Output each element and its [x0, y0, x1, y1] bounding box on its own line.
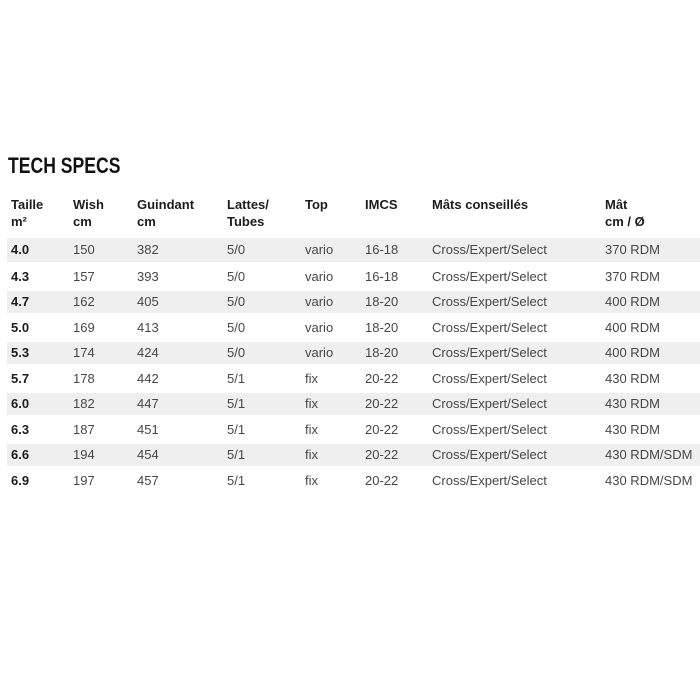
column-header-6	[428, 192, 601, 238]
table-cell: 157	[69, 264, 133, 290]
table-cell: 5/1	[223, 417, 301, 443]
table-cell: 5/1	[223, 442, 301, 468]
table-cell: 194	[69, 442, 133, 468]
table-cell: 400 RDM	[601, 340, 700, 366]
table-cell: Cross/Expert/Select	[428, 417, 601, 443]
table-cell: Cross/Expert/Select	[428, 442, 601, 468]
table-cell: fix	[301, 417, 361, 443]
column-header-4	[301, 192, 361, 238]
table-cell: 451	[133, 417, 223, 443]
table-cell: vario	[301, 340, 361, 366]
table-cell: 18-20	[361, 289, 428, 315]
table-row	[7, 289, 700, 315]
table-cell: vario	[301, 289, 361, 315]
table-cell: 16-18	[361, 238, 428, 264]
table-row	[7, 442, 700, 468]
table-cell: Cross/Expert/Select	[428, 391, 601, 417]
table-cell: 457	[133, 468, 223, 494]
column-header-0	[7, 192, 69, 238]
table-cell: fix	[301, 468, 361, 494]
table-cell: 6.9	[7, 468, 69, 494]
table-row	[7, 238, 700, 264]
table-row	[7, 340, 700, 366]
table-body	[7, 238, 700, 493]
table-cell: 405	[133, 289, 223, 315]
table-cell: 150	[69, 238, 133, 264]
table-cell: 5/0	[223, 315, 301, 341]
table-cell: 20-22	[361, 468, 428, 494]
table-cell: Cross/Expert/Select	[428, 315, 601, 341]
column-header-label: IMCS	[365, 197, 398, 212]
table-cell: 5/1	[223, 391, 301, 417]
column-header-label: Mât	[605, 197, 628, 212]
column-header-sublabel: cm	[73, 214, 92, 229]
table-cell: Cross/Expert/Select	[428, 366, 601, 392]
column-header-2	[133, 192, 223, 238]
table-cell: 197	[69, 468, 133, 494]
table-cell: 454	[133, 442, 223, 468]
table-cell: fix	[301, 391, 361, 417]
table-cell: 5.3	[7, 340, 69, 366]
table-row	[7, 315, 700, 341]
table-cell: 187	[69, 417, 133, 443]
table-cell: 430 RDM	[601, 391, 700, 417]
column-header-3	[223, 192, 301, 238]
table-cell: Cross/Expert/Select	[428, 264, 601, 290]
table-cell: vario	[301, 315, 361, 341]
table-cell: 18-20	[361, 340, 428, 366]
column-header-label: Guindant	[137, 197, 195, 212]
table-cell: 5/1	[223, 468, 301, 494]
table-cell: 20-22	[361, 391, 428, 417]
table-cell: 413	[133, 315, 223, 341]
page-title: TECH SPECS	[8, 153, 121, 178]
table-cell: 442	[133, 366, 223, 392]
tech-specs-table	[7, 192, 700, 495]
table-cell: 4.7	[7, 289, 69, 315]
column-header-label: Taille	[11, 197, 44, 212]
table-cell: Cross/Expert/Select	[428, 289, 601, 315]
table-cell: 370 RDM	[601, 238, 700, 264]
table-cell: 447	[133, 391, 223, 417]
column-header-1	[69, 192, 133, 238]
table-cell: 424	[133, 340, 223, 366]
table-cell: vario	[301, 238, 361, 264]
table-header	[7, 192, 700, 238]
table-row	[7, 417, 700, 443]
table-cell: 4.0	[7, 238, 69, 264]
table-cell: 6.3	[7, 417, 69, 443]
table-cell: 400 RDM	[601, 289, 700, 315]
table-cell: Cross/Expert/Select	[428, 468, 601, 494]
table-cell: fix	[301, 442, 361, 468]
table-cell: 5/0	[223, 289, 301, 315]
table-cell: 430 RDM	[601, 366, 700, 392]
column-header-sublabel: Tubes	[227, 214, 265, 229]
table-cell: 20-22	[361, 366, 428, 392]
table-cell: 182	[69, 391, 133, 417]
table-row	[7, 366, 700, 392]
table-cell: 430 RDM/SDM	[601, 442, 700, 468]
table-header-row	[7, 192, 700, 238]
table-cell: 5/0	[223, 238, 301, 264]
table-cell: 5.0	[7, 315, 69, 341]
column-header-7	[601, 192, 700, 238]
table-cell: 178	[69, 366, 133, 392]
table-cell: 6.0	[7, 391, 69, 417]
table-cell: 16-18	[361, 264, 428, 290]
table-cell: 430 RDM	[601, 417, 700, 443]
column-header-sublabel: m²	[11, 214, 27, 229]
table-cell: 20-22	[361, 442, 428, 468]
table-cell: 4.3	[7, 264, 69, 290]
table-cell: Cross/Expert/Select	[428, 238, 601, 264]
table-row	[7, 468, 700, 494]
table-cell: 169	[69, 315, 133, 341]
column-header-5	[361, 192, 428, 238]
table-cell: 174	[69, 340, 133, 366]
column-header-label: Lattes/	[227, 197, 269, 212]
table-cell: 430 RDM/SDM	[601, 468, 700, 494]
table-cell: 393	[133, 264, 223, 290]
column-header-sublabel: cm / Ø	[605, 214, 645, 229]
column-header-label: Wish	[73, 197, 104, 212]
column-header-label: Mâts conseillés	[432, 197, 529, 212]
table-cell: 382	[133, 238, 223, 264]
table-cell: 20-22	[361, 417, 428, 443]
table-cell: 6.6	[7, 442, 69, 468]
table-cell: 162	[69, 289, 133, 315]
table-cell: fix	[301, 366, 361, 392]
table-cell: 5.7	[7, 366, 69, 392]
column-header-label: Top	[305, 197, 328, 212]
table-cell: 5/0	[223, 340, 301, 366]
table-cell: Cross/Expert/Select	[428, 340, 601, 366]
table-row	[7, 264, 700, 290]
table-cell: vario	[301, 264, 361, 290]
table-cell: 370 RDM	[601, 264, 700, 290]
column-header-sublabel: cm	[137, 214, 156, 229]
table-cell: 400 RDM	[601, 315, 700, 341]
table-cell: 5/1	[223, 366, 301, 392]
table-cell: 18-20	[361, 315, 428, 341]
table-row	[7, 391, 700, 417]
table-cell: 5/0	[223, 264, 301, 290]
